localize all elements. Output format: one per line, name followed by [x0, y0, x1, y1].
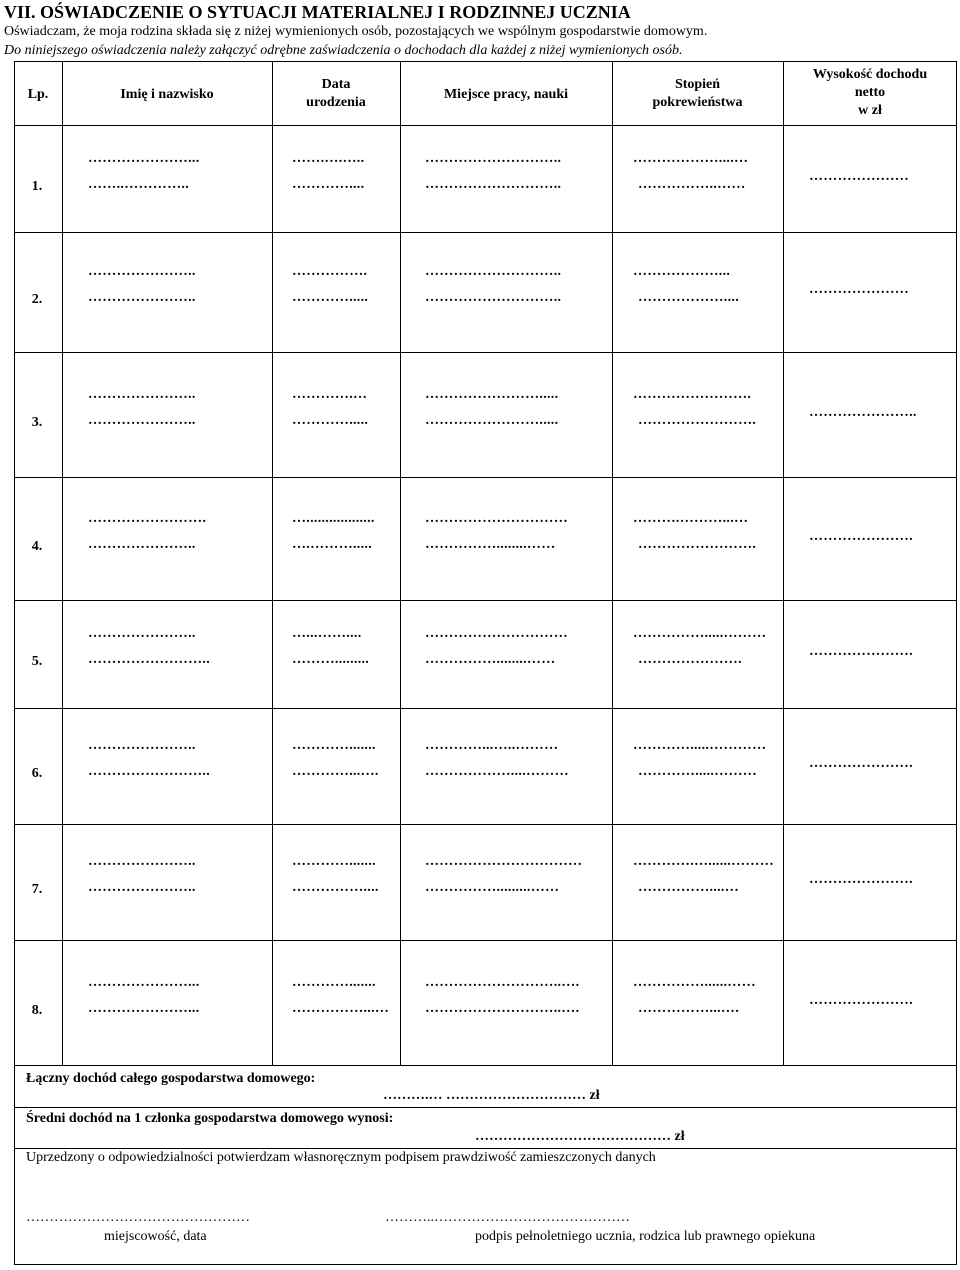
- birth-date-field-line2[interactable]: ……………....: [292, 880, 379, 895]
- header-lp: Lp.: [27, 87, 49, 102]
- row-divider: [14, 352, 957, 353]
- income-field[interactable]: ………………….: [809, 756, 913, 771]
- row-divider: [14, 477, 957, 478]
- name-field-line2[interactable]: …………………..: [88, 290, 196, 305]
- header-divider: [14, 125, 957, 126]
- name-field-line1[interactable]: …………………..: [88, 626, 196, 641]
- header-birth-line1: Data: [321, 77, 351, 92]
- average-income-label: Średni dochód na 1 członka gospodarstwa domowego wynosi:: [26, 1111, 394, 1126]
- name-field-line1[interactable]: …………………..: [88, 264, 196, 279]
- income-field[interactable]: …………………: [809, 168, 910, 184]
- work-field-line1[interactable]: ……………………………: [425, 854, 583, 869]
- name-field-line2[interactable]: ……………………..: [88, 764, 210, 779]
- work-field-line2[interactable]: ……………........……: [425, 536, 556, 552]
- name-field-line1[interactable]: …………………..: [88, 386, 196, 402]
- income-field[interactable]: ………………….: [809, 644, 913, 659]
- header-income: [783, 66, 957, 120]
- work-field-line1[interactable]: ………………………..: [425, 150, 562, 166]
- relation-field-line1[interactable]: ………………....…: [633, 150, 749, 166]
- name-field-line2[interactable]: ……………………..: [88, 652, 210, 667]
- work-field-line1[interactable]: …………………….....: [425, 386, 559, 402]
- relation-field-line2[interactable]: ……………..……: [638, 176, 746, 192]
- work-field-line2[interactable]: ………………....………: [425, 764, 569, 779]
- birth-date-field-line2[interactable]: ……….........: [292, 652, 370, 667]
- work-field-line2[interactable]: ………………………..: [425, 176, 562, 192]
- income-field[interactable]: …………………..: [809, 404, 917, 420]
- relation-field-line2[interactable]: ………………....: [638, 290, 739, 305]
- income-field[interactable]: ………………….: [809, 992, 913, 1008]
- header-income-line3: w zł: [858, 103, 882, 118]
- place-date-field[interactable]: …………………………………………: [26, 1210, 250, 1225]
- column-divider: [783, 61, 784, 1065]
- row-number: 7.: [31, 882, 43, 897]
- header-birth-line2: urodzenia: [306, 95, 366, 110]
- birth-date-field-line1[interactable]: …………….: [292, 264, 368, 279]
- relation-field-line2[interactable]: ……………...….: [638, 1000, 739, 1016]
- birth-date-field-line1[interactable]: …….….…..: [292, 150, 365, 166]
- relation-field-line2[interactable]: …………………….: [638, 412, 757, 428]
- relation-field-line2[interactable]: ………….....………: [638, 764, 758, 779]
- name-field-line2[interactable]: …………………..: [88, 412, 196, 428]
- signature-label: podpis pełnoletniego ucznia, rodzica lub prawnego opiekuna: [475, 1229, 816, 1244]
- relation-field-line1[interactable]: ……………......……: [633, 974, 756, 990]
- header-relation-line1: Stopień: [674, 77, 721, 92]
- row-number: 6.: [31, 766, 43, 781]
- work-field-line2[interactable]: …………….........……: [425, 880, 560, 895]
- income-field[interactable]: ………………….: [809, 872, 913, 887]
- work-field-line1[interactable]: …………...…..………: [425, 738, 559, 753]
- birth-date-field-line2[interactable]: …………...….: [292, 764, 379, 779]
- name-field-line2[interactable]: …………………...: [88, 1000, 200, 1016]
- average-divider: [14, 1148, 957, 1149]
- relation-field-line1[interactable]: …………………….: [633, 386, 752, 402]
- work-field-line2[interactable]: ……………........……: [425, 652, 556, 667]
- row-number: 4.: [31, 538, 43, 554]
- work-field-line2[interactable]: ………………………..: [425, 290, 562, 305]
- name-field-line2[interactable]: …………………..: [88, 536, 196, 552]
- birth-date-field-line1[interactable]: ………….......: [292, 974, 376, 990]
- row-number: 3.: [31, 414, 43, 430]
- work-field-line1[interactable]: …………………………: [425, 510, 568, 526]
- relation-field-line2[interactable]: ……………....…: [638, 880, 739, 895]
- average-income-field[interactable]: …………………………………… zł: [475, 1129, 685, 1144]
- name-field-line2[interactable]: ……..…………..: [88, 176, 189, 192]
- attachment-note: Do niniejszego oświadczenia należy załączyć odrębne zaświadczenia o dochodach dla każdej z niżej wymienionych osób.: [4, 43, 683, 58]
- row-number: 8.: [31, 1002, 43, 1018]
- declaration-text: Uprzedzony o odpowiedzialności potwierdzam własnoręcznym podpisem prawdziwość zamieszczonych danych: [26, 1150, 656, 1165]
- birth-date-field-line1[interactable]: ………….…: [292, 386, 368, 402]
- row-number: 5.: [31, 654, 43, 669]
- statement-text: Oświadczam, że moja rodzina składa się z niżej wymienionych osób, pozostających we wspólnym gospodarstwie domowym.: [4, 24, 708, 39]
- birth-date-field-line1[interactable]: ………….......: [292, 738, 376, 753]
- relation-field-line1[interactable]: ………………...: [633, 264, 731, 279]
- row-divider: [14, 232, 957, 233]
- relation-field-line2[interactable]: ………………….: [638, 652, 742, 667]
- total-divider: [14, 1107, 957, 1108]
- table-bottom-divider: [14, 1065, 957, 1066]
- relation-field-line1[interactable]: ………….…......………: [633, 854, 774, 869]
- row-number: 2.: [31, 292, 43, 307]
- birth-date-field-line1[interactable]: …..................: [292, 510, 375, 526]
- name-field-line1[interactable]: …………………..: [88, 738, 196, 753]
- birth-date-field-line2[interactable]: …………....: [292, 176, 365, 192]
- header-relation: [612, 76, 783, 112]
- header-income-line1: Wysokość dochodu: [812, 67, 928, 82]
- column-divider: [612, 61, 613, 1065]
- work-field-line2[interactable]: ………………………..….: [425, 1000, 580, 1016]
- row-number: 1.: [31, 178, 43, 194]
- header-name: Imię i nazwisko: [120, 87, 214, 102]
- total-income-field[interactable]: ……….… ………………………… zł: [383, 1088, 600, 1103]
- work-field-line1[interactable]: ………………………..….: [425, 974, 580, 990]
- header-income-line2: netto: [854, 85, 886, 100]
- column-divider: [62, 61, 63, 1065]
- birth-date-field-line2[interactable]: ………….....: [292, 412, 369, 428]
- header-birth-date: [272, 76, 400, 112]
- total-income-label: Łączny dochód całego gospodarstwa domowego:: [26, 1071, 316, 1086]
- name-field-line1[interactable]: …………………...: [88, 974, 200, 990]
- work-field-line1[interactable]: …………………………: [425, 626, 568, 641]
- header-work: Miejsce pracy, nauki: [443, 87, 569, 102]
- row-divider: [14, 940, 957, 941]
- row-divider: [14, 824, 957, 825]
- relation-field-line2[interactable]: …………………….: [638, 536, 757, 552]
- signature-field[interactable]: ………..……………………………………: [385, 1210, 630, 1225]
- name-field-line1[interactable]: …………………..: [88, 854, 196, 869]
- section-title: VII. OŚWIADCZENIE O SYTUACJI MATERIALNEJ I RODZINNEJ UCZNIA: [4, 2, 631, 22]
- place-date-label: miejscowość, data: [104, 1229, 207, 1244]
- name-field-line2[interactable]: …………………..: [88, 880, 196, 895]
- work-field-line2[interactable]: …………………….....: [425, 412, 559, 428]
- birth-date-field-line2[interactable]: ….……….....: [292, 536, 372, 552]
- row-divider: [14, 600, 957, 601]
- column-divider: [272, 61, 273, 1065]
- income-field[interactable]: ………………….: [809, 528, 913, 544]
- relation-field-line1[interactable]: ………….....…………: [633, 738, 767, 753]
- birth-date-field-line2[interactable]: ………….....: [292, 290, 369, 305]
- column-divider: [400, 61, 401, 1065]
- relation-field-line1[interactable]: ……….………...…: [633, 510, 749, 526]
- name-field-line1[interactable]: …………………...: [88, 150, 200, 166]
- birth-date-field-line1[interactable]: ………….......: [292, 854, 376, 869]
- birth-date-field-line1[interactable]: …...……....: [292, 626, 362, 641]
- income-field[interactable]: …………………: [809, 282, 910, 297]
- work-field-line1[interactable]: ………………………..: [425, 264, 562, 279]
- name-field-line1[interactable]: …………………….: [88, 510, 207, 526]
- row-divider: [14, 708, 957, 709]
- header-relation-line2: pokrewieństwa: [652, 95, 743, 110]
- birth-date-field-line2[interactable]: ……………...…: [292, 1000, 390, 1016]
- relation-field-line1[interactable]: …………….....………: [633, 626, 767, 641]
